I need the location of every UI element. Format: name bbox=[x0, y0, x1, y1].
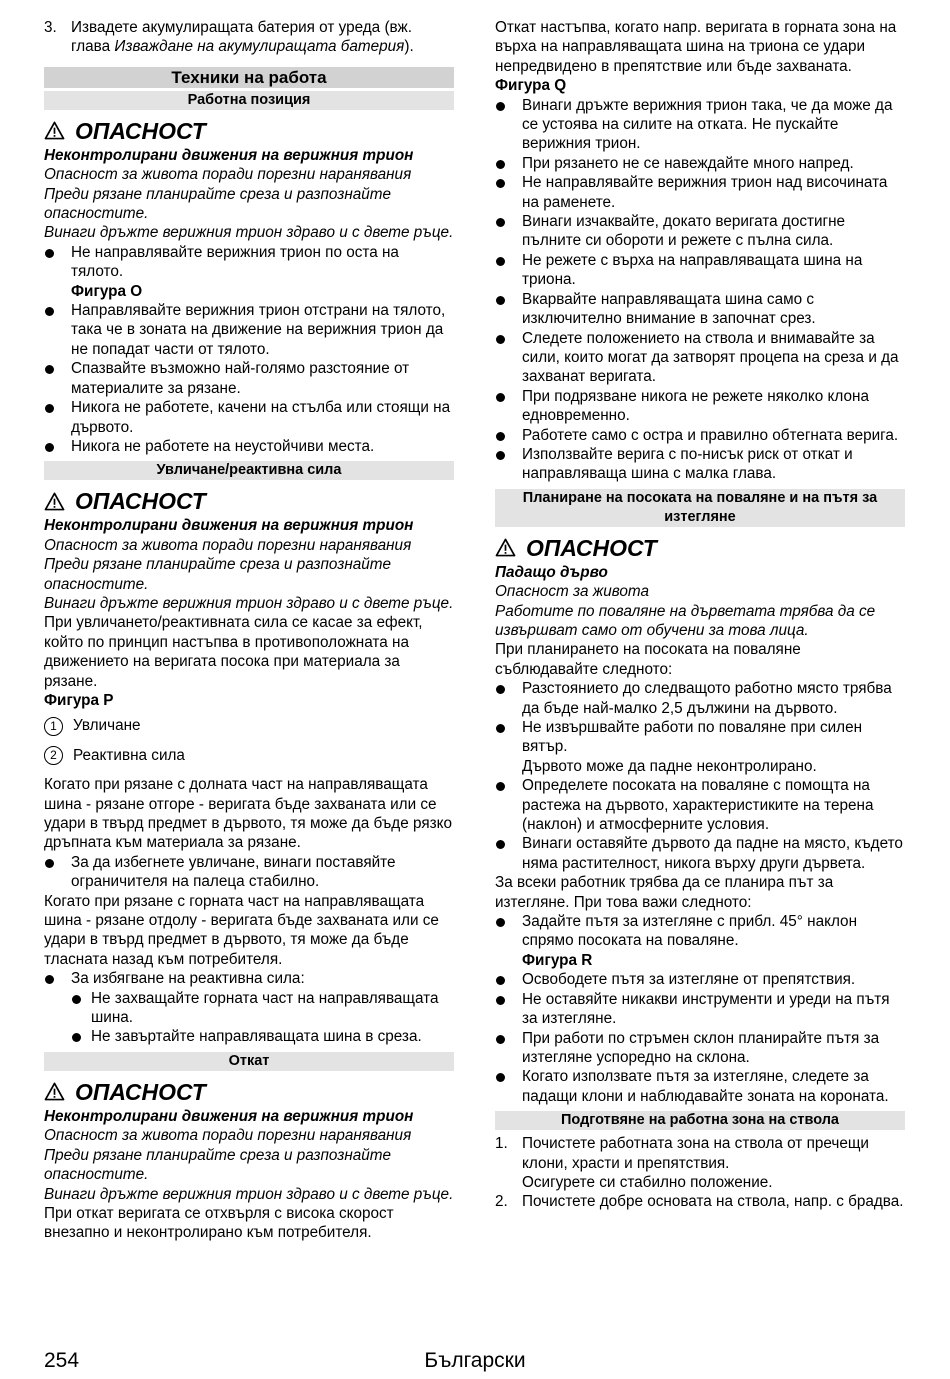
danger-title: ОПАСНОСТ bbox=[75, 488, 206, 515]
bullet-item: Винаги оставяйте дървото да падне на място, където няма растителност, никога върху други дървета. bbox=[495, 834, 905, 873]
paragraph: Когато при рязане с долната част на направляващата шина - рязане отгоре - веригата бъде захваната или се удари в твърд предмет в дървото, тя може да бъде рязко дръпната към материала за рязане. bbox=[44, 776, 452, 852]
bullet-item: Спазвайте възможно най-голямо разстояние от материалите за рязане. bbox=[44, 359, 454, 398]
bullet-item: Никога не работете на неустойчиви места. bbox=[44, 437, 454, 456]
danger-risk: Опасност за живота bbox=[495, 583, 649, 601]
danger-risk: Опасност за живота поради порезни наранявания bbox=[44, 536, 412, 554]
bullet-item: Винаги дръжте верижния трион така, че да може да се устоява на силите на отката. Не пускайте верижния трион. bbox=[495, 96, 905, 154]
paragraph: Откат настъпва, когато напр. веригата в горната зона на върха на направляващата шина на триона се удари непредвидено в препятствие или бъде захваната. bbox=[495, 19, 897, 75]
legend-label: Увличане bbox=[73, 717, 141, 735]
bullet-item: За избягване на реактивна сила: bbox=[44, 969, 454, 988]
paragraph: Когато при рязане с горната част на направляващата шина - рязане отдолу - веригата бъде захваната или се удари в твърд предмет в дървото, тя може да бъде тласната назад към потребителя. bbox=[44, 892, 439, 968]
danger-risk: Опасност за живота поради порезни наранявания bbox=[44, 1127, 412, 1145]
legend-item bbox=[44, 746, 454, 765]
warning-triangle-icon bbox=[44, 121, 65, 140]
step-number: 3. bbox=[44, 19, 57, 36]
bullet-item: Никога не работете, качени на стълба или стоящи на дървото. bbox=[44, 398, 454, 437]
paragraph: При откат веригата се отхвърля с висока скорост внезапно и неконтролирано към потребителя. bbox=[44, 1204, 394, 1242]
danger-title: ОПАСНОСТ bbox=[75, 1078, 206, 1105]
danger-title: ОПАСНОСТ bbox=[75, 117, 206, 144]
numbered-step bbox=[495, 1134, 905, 1192]
paragraph: При планирането на посоката на поваляне съблюдавайте следното: bbox=[495, 641, 801, 678]
subsection-heading-kickback: Откат bbox=[44, 1052, 454, 1071]
step-text: Почистете работната зона на ствола от пречещи клони, храсти и препятствия. Осигурете си стабилно положение. bbox=[522, 1135, 869, 1191]
danger-title: ОПАСНОСТ bbox=[526, 534, 657, 561]
bullet-item: Винаги изчаквайте, докато веригата достигне пълните си обороти и режете с пълна сила. bbox=[495, 212, 905, 251]
subsection-heading-felling-plan: Планиране на посоката на поваляне и на пътя за изтегляне bbox=[495, 489, 905, 527]
section-heading-techniques: Техники на работа bbox=[44, 67, 454, 88]
danger-heading bbox=[495, 535, 905, 561]
subsection-heading-pull: Увличане/реактивна сила bbox=[44, 461, 454, 480]
step-3 bbox=[44, 18, 454, 57]
bullet-item: Използвайте верига с по-нисък риск от откат и направляваща шина с малка глава. bbox=[495, 445, 905, 484]
bullet-item: Направлявайте верижния трион отстрани на тялото, така че в зоната на движение на верижния трион да не попадат части от тялото. bbox=[44, 301, 454, 359]
bullet-note: Дървото може да падне неконтролирано. bbox=[522, 757, 817, 775]
bullet-item: Вкарвайте направляващата шина само с изключително внимание в започнат срез. bbox=[495, 290, 905, 329]
legend-number: 1 bbox=[44, 717, 63, 736]
bullet-item: Не режете с върха на направляващата шина на триона. bbox=[495, 251, 905, 290]
step-text: Почистете добре основата на ствола, напр. с брадва. bbox=[522, 1193, 904, 1211]
danger-plan-note: Преди рязане планирайте среза и разпознайте опасностите. bbox=[44, 185, 392, 223]
bullet-item: Освободете пътя за изтегляне от препятствия. bbox=[495, 970, 905, 989]
warning-triangle-icon bbox=[495, 538, 516, 557]
footer-language: Български bbox=[424, 1349, 526, 1372]
legend-item bbox=[44, 716, 454, 735]
danger-plan-note: Преди рязане планирайте среза и разпознайте опасностите. bbox=[44, 556, 392, 593]
bullet-item: Не извършвайте работи по поваляне при силен вятър. bbox=[495, 718, 905, 757]
danger-risk: Опасност за живота поради порезни наранявания bbox=[44, 166, 412, 184]
bullet-item: Следете положението на ствола и внимавайте за сили, които могат да затворят процепа на среза и да захванат веригата. bbox=[495, 329, 905, 387]
danger-cause: Неконтролирани движения на верижния трион bbox=[44, 146, 414, 164]
danger-cause: Падащо дърво bbox=[495, 563, 608, 581]
figure-reference: Фигура O bbox=[71, 282, 143, 300]
bullet-item: Не направлявайте верижния трион над височината на раменете. bbox=[495, 173, 905, 212]
danger-heading bbox=[44, 118, 454, 144]
paragraph: За всеки работник трябва да се планира път за изтегляне. При това важи следното: bbox=[495, 874, 834, 911]
bullet-item: Задайте пътя за изтегляне с прибл. 45° наклон спрямо посоката на поваляне. bbox=[495, 912, 905, 951]
figure-reference: Фигура P bbox=[44, 691, 114, 709]
bullet-item: При рязането не се навеждайте много напред. bbox=[495, 154, 905, 173]
danger-hold-note: Винаги дръжте верижния трион здраво и с двете ръце. bbox=[44, 594, 454, 612]
bullet-item: При работи по стръмен склон планирайте пътя за изтегляне успоредно на склона. bbox=[495, 1029, 905, 1068]
danger-hold-note: Винаги дръжте верижния трион здраво и с двете ръце. bbox=[44, 1185, 454, 1203]
bullet-item: Не оставяйте никакви инструменти и уреди на пътя за изтегляне. bbox=[495, 990, 905, 1029]
legend-label: Реактивна сила bbox=[73, 746, 185, 764]
danger-heading bbox=[44, 1079, 454, 1105]
danger-cause: Неконтролирани движения на верижния трион bbox=[44, 517, 414, 535]
legend-number: 2 bbox=[44, 746, 63, 765]
left-column bbox=[44, 18, 454, 1243]
danger-note: Работите по поваляне на дърветата трябва да се извършват само от обучени за това лица. bbox=[495, 602, 876, 639]
bullet-item: Работете само с остра и правилно обтегната верига. bbox=[495, 426, 905, 445]
sub-bullet-item: Не завъртайте направляващата шина в среза. bbox=[44, 1027, 454, 1046]
subsection-heading-position: Работна позиция bbox=[44, 91, 454, 110]
danger-heading bbox=[44, 488, 454, 514]
bullet-item: При подрязване никога не режете няколко клона едновременно. bbox=[495, 387, 905, 426]
bullet-item: За да избегнете увличане, винаги поставяйте ограничителя на палеца стабилно. bbox=[44, 853, 454, 892]
warning-triangle-icon bbox=[44, 1082, 65, 1101]
paragraph: При увличането/реактивната сила се касае за ефект, който по принцип настъпва в противоположната на движението на веригата посока при материала за рязане. bbox=[44, 614, 423, 690]
danger-cause: Неконтролирани движения на верижния трион bbox=[44, 1107, 414, 1125]
bullet-item: Когато използвате пътя за изтегляне, следете за падащи клони и наблюдавайте зоната на короната. bbox=[495, 1067, 905, 1106]
right-column bbox=[495, 18, 905, 1212]
subsection-heading-trunk-zone: Подготвяне на работна зона на ствола bbox=[495, 1111, 905, 1130]
sub-bullet-item: Не захващайте горната част на направляващата шина. bbox=[44, 989, 454, 1028]
warning-triangle-icon bbox=[44, 492, 65, 511]
danger-hold-note: Винаги дръжте верижния трион здраво и с двете ръце. bbox=[44, 224, 454, 242]
bullet-item: Определете посоката на поваляне с помощта на растежа на дървото, характеристиките на терена (наклон) и атмосферните условия. bbox=[495, 776, 905, 834]
bullet-item: Не направлявайте верижния трион по оста на тялото. bbox=[44, 243, 454, 282]
chapter-reference: Изваждане на акумулиращата батерия bbox=[114, 38, 405, 56]
step-number: 2. bbox=[495, 1193, 508, 1211]
bullet-item: Разстоянието до следващото работно място трябва да бъде най-малко 2,5 дължини на дървото. bbox=[495, 679, 905, 718]
step-number: 1. bbox=[495, 1135, 508, 1153]
page-number: 254 bbox=[44, 1349, 80, 1372]
danger-plan-note: Преди рязане планирайте среза и разпознайте опасностите. bbox=[44, 1146, 392, 1184]
step-text: Извадете акумулиращата батерия от уреда (вж. глава Изваждане на акумулиращата батерия). bbox=[71, 19, 414, 56]
numbered-step bbox=[495, 1192, 905, 1211]
figure-reference: Фигура Q bbox=[495, 77, 567, 95]
step-note: Осигурете си стабилно положение. bbox=[522, 1173, 773, 1191]
figure-reference: Фигура R bbox=[522, 951, 593, 969]
